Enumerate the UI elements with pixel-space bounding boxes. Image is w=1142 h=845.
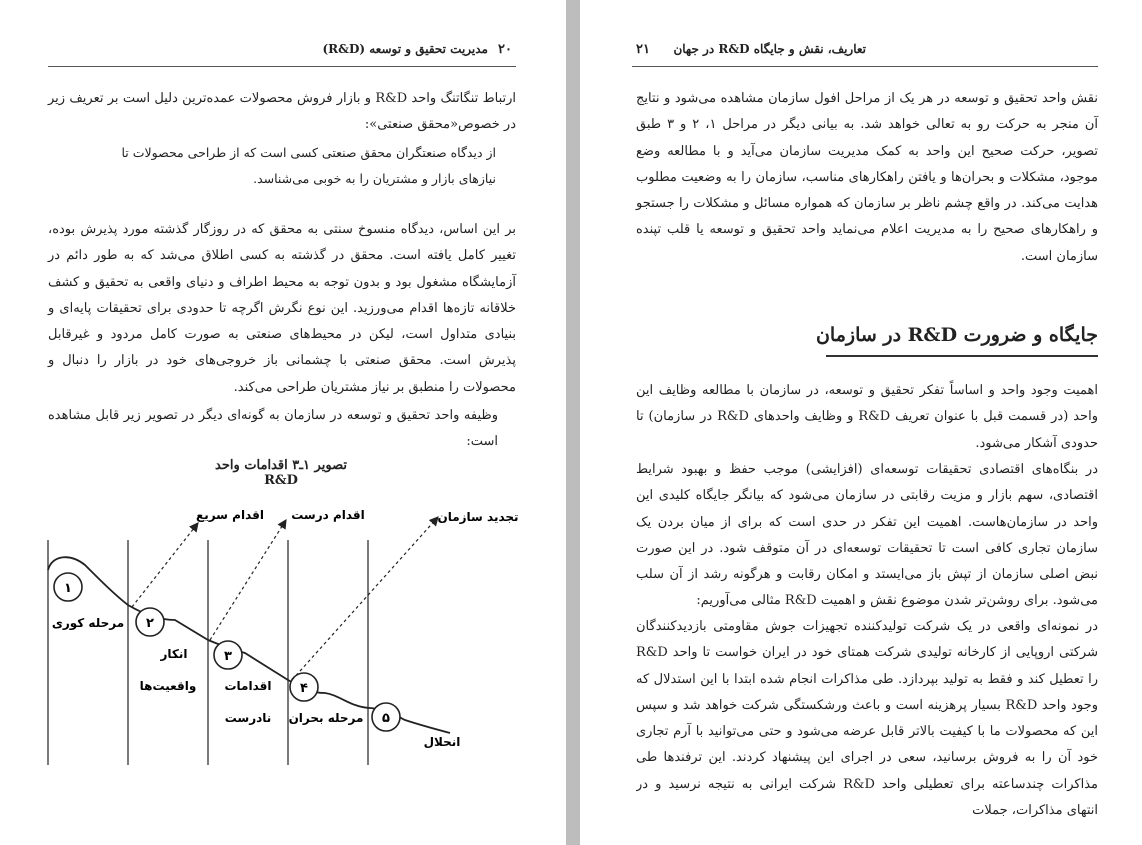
right-page-number: ۲۱	[636, 42, 650, 57]
rnd-actions-diagram	[30, 495, 540, 780]
section-title: جایگاه و ضرورت R&D در سازمان	[815, 324, 1098, 346]
right-header-rule	[632, 66, 1098, 67]
label-renewal: تجدید سازمان	[437, 510, 519, 524]
example-paragraph: در نمونه‌ای واقعی در یک شرکت تولیدکننده تجهیزات جوش مقاومتی بازدیدکنندگان شرکتی اروپایی از کارخانه تولیدی شرکت همتای خود در ایران خواست تا واحد R&D را تعطیل کند و فقط به تولید بپردازد. طی مذاکرات انجام شده ابتدا با این استدلال که وجود واحد R&D بسیار پرهزینه است و باعث ورشکستگی شرکت خواهد شد و سپس این که محصولات ما با کیفیت بالاتر قابل عرضه می‌شود و حتی می‌توانید با آرم تجاری خود آن را به فروش برسانید، سعی در اجرای این پیشنهاد کردند. این ترفندها طی مذاکرات چندساعته برای تعطیلی واحد R&D شرکت ایرانی به نتیجه نرسید و در انتهای مذاکرات، جملات	[636, 619, 1098, 819]
figure-title: تصویر ۱ـ۳ اقدامات واحد R&D	[215, 458, 347, 488]
intro-paragraph: ارتباط تنگاتنگ واحد R&D و بازار فروش محصولات عمده‌ترین دلیل است بر تعریف زیر در خصوص«محقق صنعتی»:	[48, 91, 516, 133]
label-actions: اقدامات	[224, 679, 272, 693]
right-page-header: تعاریف، نقش و جایگاه R&D در جهان	[673, 42, 866, 56]
stage-4-number: ۴	[300, 681, 308, 696]
role-paragraph: نقش واحد تحقیق و توسعه در هر یک از مراحل افول سازمان مشاهده می‌شود و نتایج آن منجر به حرکت رو به تعالی خواهد شد. به بیانی دیگر در مراحل ۱، ۲ و ۳ طبق تصویر، حرکت صحیح این واحد به کمک مدیریت سازمان می‌آید و با مطالعه وضع موجود، مشکلات و بحران‌ها و یافتن راهکارهای مناسب، سازمان را به وضعیت مطلوب هدایت می‌کند. در واقع چشم ناظر بر سازمان که همواره مسائل و مشکلات را جستجو و راهکارهای صحیح را به مدیریت اعلام می‌نماید واحد تحقیق و توسعه یا قلب تپنده سازمان است.	[636, 91, 1098, 264]
label-collapse: انحلال	[423, 735, 461, 749]
label-right-action: اقدام درست	[291, 508, 365, 522]
stage-1-number: ۱	[64, 581, 72, 596]
label-denial: انکار	[160, 647, 188, 661]
label-stage-blind: مرحله کوری	[51, 616, 125, 630]
right-page	[580, 0, 1142, 845]
label-crisis: مرحله بحران	[288, 711, 364, 725]
body-paragraph: بر این اساس، دیدگاه منسوخ سنتی به محقق که در روزگار گذشته مورد پذیرش بوده، تغییر کامل یافته است. محقق در گذشته به کسی اطلاق می‌شد که به طور دائم در آزمایشگاه مشغول بود و بدون توجه به محیط اطراف و دنیای واقعی به تحقیق و کشف خلاقانه تازه‌ها اقدام می‌ورزید. این نوع نگرش اگرچه تا حدودی برای تحقیقات پایه‌ای و بنیادی متداول است، لیکن در محیط‌های صنعتی به صورت کامل مردود و غیرقابل پذیرش است. محقق صنعتی با چشمانی باز خروجی‌های خود در بازار را دنبال و محصولات را منطبق بر نیاز مشتریان طراحی می‌کند.	[48, 222, 516, 395]
book-gutter	[566, 0, 580, 845]
left-page-number: ۲۰	[498, 42, 512, 57]
left-page	[0, 0, 566, 845]
left-header-rule	[48, 66, 516, 67]
section-title-rule	[826, 355, 1098, 357]
figure-intro-line: وظیفه واحد تحقیق و توسعه در سازمان به گونه‌ای دیگر در تصویر زیر قابل مشاهده است:	[48, 408, 498, 450]
right-action-arrow	[210, 520, 286, 640]
stage-2-number: ۲	[146, 616, 154, 631]
label-realities: واقعیت‌ها	[139, 679, 197, 693]
economic-paragraph: در بنگاه‌های اقتصادی تحقیقات توسعه‌ای (افزایشی) موجب حفظ و بهبود شرایط اقتصادی، سهم بازار و مزیت رقابتی در سازمان می‌شود که بیانگر جایگاه کلیدی این واحد در سازمان‌هاست. اهمیت این تفکر در حدی است که برای از میان بردن یک سازمان تجاری کافی است تا تحقیقات توسعه‌ای در آن متوقف شود. در این صورت نبض اصلی سازمان از تپش باز می‌ایستد و امکان رقابت و هرگونه رشد از آن سلب می‌شود. برای روشن‌تر شدن موضوع نقش و اهمیت R&D مثالی می‌آوریم:	[636, 462, 1098, 609]
definition-quote: از دیدگاه صنعتگران محقق صنعتی کسی است که از طراحی محصولات تا نیازهای بازار و مشتریان را به خوبی می‌شناسد.	[121, 145, 496, 186]
label-quick-action: اقدام سریع	[196, 508, 264, 522]
importance-paragraph: اهمیت وجود واحد و اساساً تفکر تحقیق و توسعه، در سازمان با مطالعه وظایف این واحد (در قسمت قبل با عنوان تعریف R&D و وظایف واحدهای R&D در سازمان) تا حدودی آشکار می‌شود.	[636, 383, 1098, 451]
renewal-arrow	[292, 517, 438, 680]
left-page-header: مدیریت تحقیق و توسعه (R&D)	[322, 42, 488, 56]
label-wrong: نادرست	[224, 711, 272, 725]
stage-5-number: ۵	[382, 711, 390, 726]
stage-3-number: ۳	[224, 649, 232, 664]
quick-action-arrow	[132, 523, 198, 607]
